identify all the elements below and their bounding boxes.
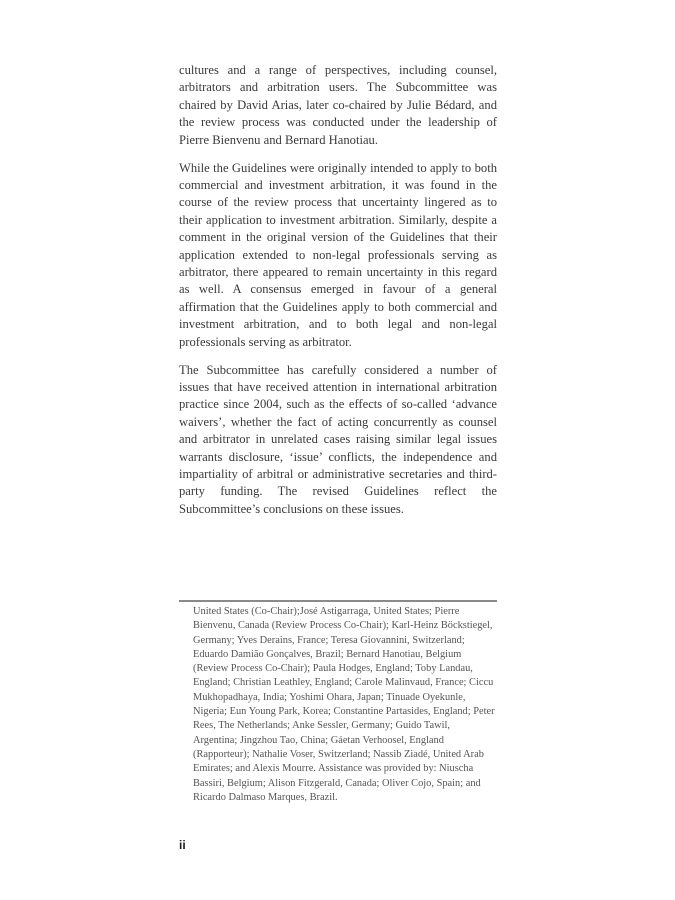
body-text [179,62,497,529]
footnote-divider [179,600,497,602]
paragraph: While the Guidelines were originally intended to apply to both commercial and investment arbitration, it was found in the course of the review process that uncertainty lingered as to their application to investment arbitration. Similarly, despite a comment in the original version of the Guidelines that their application extended to non-legal professionals serving as arbitrator, there appeared to remain uncertainty in this regard as well. A consensus emerged in favour of a general affirmation that the Guidelines apply to both commercial and investment arbitration, and to both legal and non-legal professionals serving as arbitrator. [179,160,497,349]
paragraph: The Subcommittee has carefully considered a number of issues that have received attention in international arbitration practice since 2004, such as the effects of so-called ‘advance waivers’, whether the fact of acting concurrently as counsel and arbitrator in unrelated cases raising similar legal issues warrants disclosure, ‘issue’ conflicts, the independence and impartiality of arbitral or administrative secretaries and third-party funding. The revised Guidelines reflect the Subcommittee’s conclusions on these issues. [179,362,497,516]
footnote: United States (Co-Chair);José Astigarraga, United States; Pierre Bienvenu, Canada (Review Process Co-Chair); Karl-Heinz Böckstiegel, Germany; Yves Derains, France; Teresa Giovannini, Switzerland; Eduardo Damião Gonçalves, Brazil; Bernard Hanotiau, Belgium (Review Process Co-Chair); Paula Hodges, England; Toby Landau, England; Christian Leathley, England; Carole Malinvaud, France; Ciccu Mukhopadhaya, India; Yoshimi Ohara, Japan; Tinuade Oyekunle, Nigeria; Eun Young Park, Korea; Constantine Partasides, England; Peter Rees, The Netherlands; Anke Sessler, Germany; Guido Tawil, Argentina; Jingzhou Tao, China; Gáetan Verhoosel, England (Rapporteur); Nathalie Voser, Switzerland; Nassib Ziadé, United Arab Emirates; and Alexis Mourre. Assistance was provided by: Niuscha Bassiri, Belgium; Alison Fitzgerald, Canada; Oliver Cojo, Spain; and Ricardo Dalmaso Marques, Brazil. [193,606,495,803]
page-number: ii [179,838,186,852]
paragraph: cultures and a range of perspectives, including counsel, arbitrators and arbitration users. The Subcommittee was chaired by David Arias, later co-chaired by Julie Bédard, and the review process was conducted under the leadership of Pierre Bienvenu and Bernard Hanotiau. [179,63,497,147]
